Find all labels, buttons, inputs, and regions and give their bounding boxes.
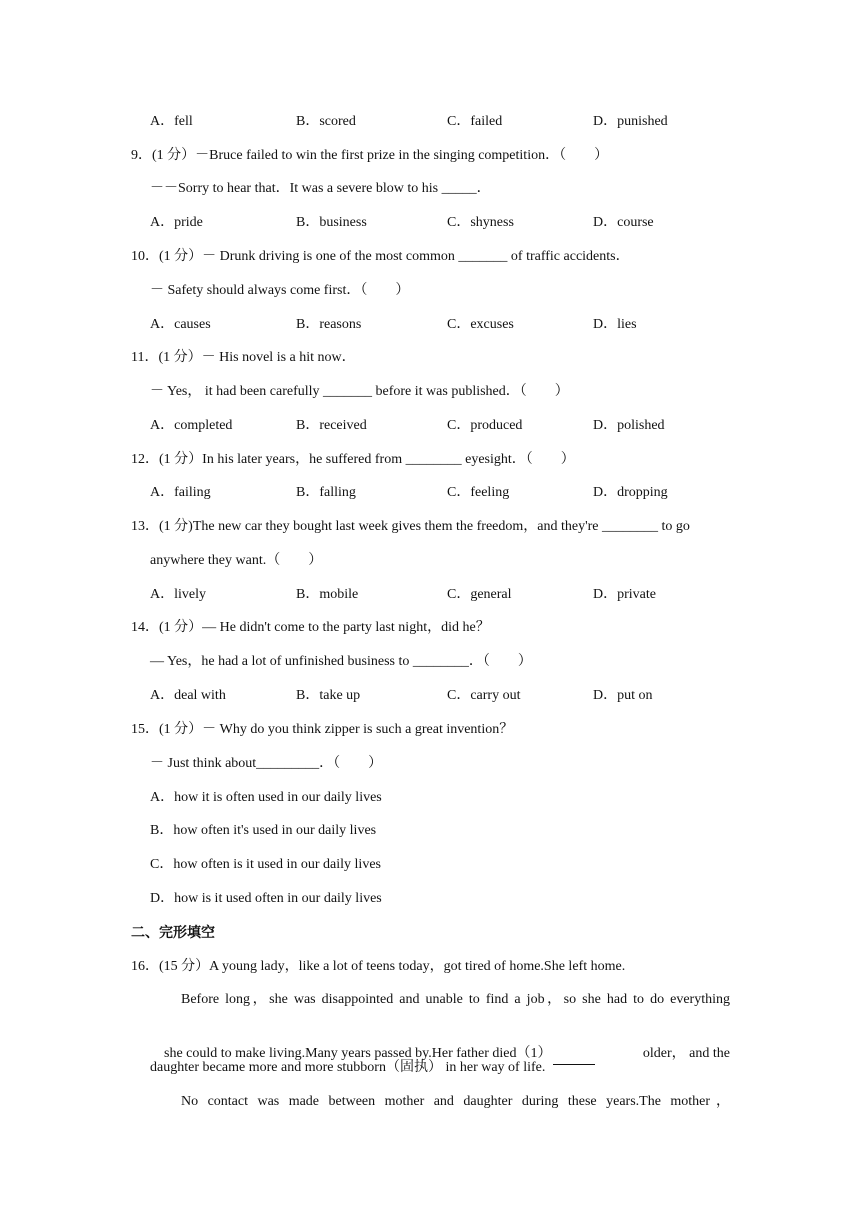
section-title: 二、完形填空 xyxy=(131,925,215,941)
q15-option-d: D．how is it used often in our daily lives xyxy=(150,891,382,906)
q15-option-c: C．how often is it used in our daily lives xyxy=(150,857,381,872)
q12-option-d: D．dropping xyxy=(593,485,668,500)
q9-response: －－Sorry to hear that．It was a severe blow to his _____． xyxy=(150,181,491,196)
q11-option-b: B．received xyxy=(296,418,367,433)
q12-option-b: B．falling xyxy=(296,485,356,500)
q11-option-a: A．completed xyxy=(150,418,233,433)
q12-option-c: C．feeling xyxy=(447,485,510,500)
q13-option-b: B．mobile xyxy=(296,587,359,602)
q16-paragraph1-line2-text: she could to make living.Many years passed by.Her father died（1） xyxy=(164,1046,552,1061)
q8-option-d: D．punished xyxy=(593,114,668,129)
q14-option-c: C．carry out xyxy=(447,688,521,703)
q13-stem: 13．(1 分)The new car they bought last week gives them the freedom，and they're ________ to go xyxy=(131,519,690,534)
q12-option-a: A．failing xyxy=(150,485,211,500)
q10-option-b: B．reasons xyxy=(296,317,362,332)
q11-option-c: C．produced xyxy=(447,418,523,433)
q16-paragraph2-line1: No contact was made between mother and daughter during these years.The mother， xyxy=(181,1094,730,1109)
q11-response: － Yes， it had been carefully _______ before it was published．（ ） xyxy=(150,384,569,399)
q8-option-c: C．failed xyxy=(447,114,503,129)
q14-stem: 14．(1 分）— He didn't come to the party last night，did he？ xyxy=(131,620,490,635)
q14-response: — Yes，he had a lot of unfinished business to ________．（ ） xyxy=(150,654,532,669)
q10-option-d: D．lies xyxy=(593,317,637,332)
q8-option-b: B．scored xyxy=(296,114,356,129)
q15-option-b: B．how often it's used in our daily lives xyxy=(150,823,377,838)
q14-option-d: D．put on xyxy=(593,688,653,703)
q9-option-c: C．shyness xyxy=(447,215,514,230)
q8-option-a: A．fell xyxy=(150,114,193,129)
q10-stem: 10．(1 分）－ Drunk driving is one of the most common _______ of traffic accidents． xyxy=(131,249,630,264)
q13-option-d: D．private xyxy=(593,587,656,602)
q13-option-a: A．lively xyxy=(150,587,206,602)
q16-blank-1 xyxy=(553,1044,595,1065)
q9-stem: 9．(1 分）－Bruce failed to win the first prize in the singing competition．（ ） xyxy=(131,148,609,163)
q11-option-d: D．polished xyxy=(593,418,665,433)
q10-response: － Safety should always come first．（ ） xyxy=(150,283,410,298)
q11-stem: 11．(1 分）－ His novel is a hit now． xyxy=(131,350,356,365)
q9-option-a: A．pride xyxy=(150,215,203,230)
q14-option-b: B．take up xyxy=(296,688,361,703)
q14-option-a: A．deal with xyxy=(150,688,226,703)
q16-paragraph1-line2-end: older， and the xyxy=(642,1046,730,1061)
q16-paragraph1-line1: Before long，she was disappointed and unable to find a job，so she had to do everything xyxy=(181,992,730,1007)
q16-paragraph1-line3: daughter became more and more stubborn（固执） in her way of life. xyxy=(150,1060,546,1075)
q16-stem: 16．(15 分）A young lady，like a lot of teens today，got tired of home.She left home. xyxy=(131,959,626,974)
q15-response: － Just think about_________．（ ） xyxy=(150,756,383,771)
q9-option-d: D．course xyxy=(593,215,654,230)
q10-option-c: C．excuses xyxy=(447,317,514,332)
q13-option-c: C．general xyxy=(447,587,512,602)
q9-option-b: B．business xyxy=(296,215,367,230)
q13-stem-cont: anywhere they want.（ ） xyxy=(150,553,323,568)
q12-stem: 12．(1 分）In his later years，he suffered from ________ eyesight．（ ） xyxy=(131,452,575,467)
q10-option-a: A．causes xyxy=(150,317,211,332)
q15-stem: 15．(1 分）－ Why do you think zipper is such a great invention？ xyxy=(131,722,514,737)
q15-option-a: A．how it is often used in our daily lives xyxy=(150,790,382,805)
